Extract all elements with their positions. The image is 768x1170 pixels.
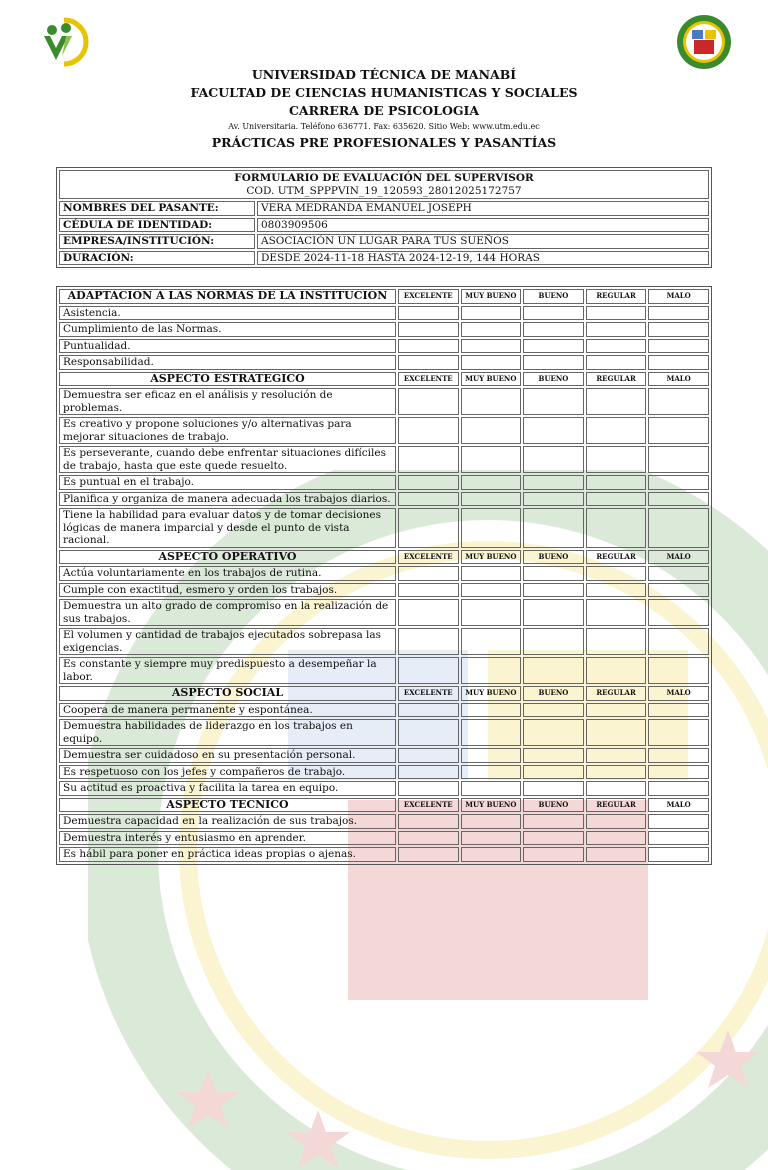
rating-cell[interactable] bbox=[461, 508, 522, 548]
rating-cell[interactable] bbox=[586, 566, 647, 581]
rating-cell[interactable] bbox=[648, 583, 709, 598]
rating-cell[interactable] bbox=[586, 306, 647, 321]
criterion-row bbox=[59, 475, 709, 490]
rating-cell[interactable] bbox=[586, 831, 647, 846]
criterion-row bbox=[59, 703, 709, 718]
rating-cell[interactable] bbox=[398, 781, 459, 796]
criterion-text: Es puntual en el trabajo. bbox=[59, 475, 396, 490]
rating-cell[interactable] bbox=[523, 583, 584, 598]
rating-cell[interactable] bbox=[523, 628, 584, 655]
section-title: ASPECTO TECNICO bbox=[59, 798, 396, 813]
rating-cell[interactable] bbox=[398, 847, 459, 862]
criterion-text: Demuestra ser eficaz en el análisis y resolución de problemas. bbox=[59, 388, 396, 415]
criterion-row bbox=[59, 814, 709, 829]
rating-cell[interactable] bbox=[461, 566, 522, 581]
criterion-row bbox=[59, 719, 709, 746]
rating-cell[interactable] bbox=[648, 719, 709, 746]
institution-label: EMPRESA/INSTITUCIÓN: bbox=[59, 234, 255, 249]
rating-column-header: MALO bbox=[648, 372, 709, 387]
program-title: PRÁCTICAS PRE PROFESIONALES Y PASANTÍAS bbox=[211, 135, 557, 150]
rating-column-header: MUY BUENO bbox=[461, 550, 522, 565]
rating-cell[interactable] bbox=[586, 748, 647, 763]
student-info-table bbox=[56, 167, 712, 268]
rating-cell[interactable] bbox=[648, 475, 709, 490]
section-title: ASPECTO OPERATIVO bbox=[59, 550, 396, 565]
rating-column-header: MALO bbox=[648, 289, 709, 304]
rating-cell[interactable] bbox=[648, 703, 709, 718]
criterion-row bbox=[59, 847, 709, 862]
criterion-row bbox=[59, 748, 709, 763]
rating-cell[interactable] bbox=[523, 508, 584, 548]
section-title: ASPECTO ESTRATEGICO bbox=[59, 372, 396, 387]
criterion-text: Coopera de manera permanente y espontánea. bbox=[59, 703, 396, 718]
rating-cell[interactable] bbox=[461, 492, 522, 507]
rating-cell[interactable] bbox=[586, 703, 647, 718]
criterion-row bbox=[59, 566, 709, 581]
rating-column-header: EXCELENTE bbox=[398, 372, 459, 387]
rating-cell[interactable] bbox=[648, 508, 709, 548]
rating-cell[interactable] bbox=[461, 355, 522, 370]
criterion-text: Cumplimiento de las Normas. bbox=[59, 322, 396, 337]
rating-column-header: BUENO bbox=[523, 686, 584, 701]
criterion-text: Demuestra interés y entusiasmo en aprender. bbox=[59, 831, 396, 846]
criterion-row bbox=[59, 831, 709, 846]
rating-cell[interactable] bbox=[461, 475, 522, 490]
student-name-label: NOMBRES DEL PASANTE: bbox=[59, 201, 255, 216]
rating-cell[interactable] bbox=[398, 765, 459, 780]
rating-cell[interactable] bbox=[523, 446, 584, 473]
rating-cell[interactable] bbox=[523, 355, 584, 370]
rating-cell[interactable] bbox=[648, 355, 709, 370]
rating-cell[interactable] bbox=[461, 322, 522, 337]
rating-cell[interactable] bbox=[648, 814, 709, 829]
criterion-row bbox=[59, 583, 709, 598]
criterion-text: Su actitud es proactiva y facilita la tarea en equipo. bbox=[59, 781, 396, 796]
rating-cell[interactable] bbox=[398, 748, 459, 763]
criterion-text: Demuestra un alto grado de compromiso en la realización de sus trabajos. bbox=[59, 599, 396, 626]
rating-cell[interactable] bbox=[523, 566, 584, 581]
rating-cell[interactable] bbox=[648, 566, 709, 581]
rating-cell[interactable] bbox=[461, 599, 522, 626]
rating-cell[interactable] bbox=[398, 339, 459, 354]
rating-cell[interactable] bbox=[398, 388, 459, 415]
rating-cell[interactable] bbox=[586, 388, 647, 415]
rating-cell[interactable] bbox=[398, 566, 459, 581]
rating-cell[interactable] bbox=[648, 339, 709, 354]
rating-cell[interactable] bbox=[586, 781, 647, 796]
rating-cell[interactable] bbox=[648, 765, 709, 780]
criterion-text: Planifica y organiza de manera adecuada los trabajos diarios. bbox=[59, 492, 396, 507]
rating-cell[interactable] bbox=[523, 748, 584, 763]
rating-cell[interactable] bbox=[523, 814, 584, 829]
rating-cell[interactable] bbox=[461, 814, 522, 829]
rating-cell[interactable] bbox=[586, 583, 647, 598]
criterion-row bbox=[59, 781, 709, 796]
criterion-row bbox=[59, 765, 709, 780]
student-name-value: VERA MEDRANDA EMANUEL JOSEPH bbox=[257, 201, 709, 216]
rating-cell[interactable] bbox=[398, 814, 459, 829]
rating-column-header: REGULAR bbox=[586, 372, 647, 387]
rating-cell[interactable] bbox=[461, 339, 522, 354]
rating-column-header: MUY BUENO bbox=[461, 798, 522, 813]
criterion-row bbox=[59, 355, 709, 370]
rating-cell[interactable] bbox=[586, 322, 647, 337]
rating-column-header: MUY BUENO bbox=[461, 686, 522, 701]
rating-cell[interactable] bbox=[523, 847, 584, 862]
rating-cell[interactable] bbox=[461, 748, 522, 763]
criterion-text: Cumple con exactitud, esmero y orden los trabajos. bbox=[59, 583, 396, 598]
rating-cell[interactable] bbox=[398, 508, 459, 548]
id-number-label: CÉDULA DE IDENTIDAD: bbox=[59, 218, 255, 233]
criterion-text: El volumen y cantidad de trabajos ejecutados sobrepasa las exigencias. bbox=[59, 628, 396, 655]
utm-seal-logo bbox=[676, 14, 732, 70]
section-header-row bbox=[59, 686, 709, 701]
criterion-row bbox=[59, 322, 709, 337]
criterion-text: Demuestra ser cuidadoso en su presentación personal. bbox=[59, 748, 396, 763]
rating-cell[interactable] bbox=[586, 814, 647, 829]
rating-cell[interactable] bbox=[461, 657, 522, 684]
criterion-row bbox=[59, 446, 709, 473]
rating-cell[interactable] bbox=[398, 492, 459, 507]
rating-cell[interactable] bbox=[461, 417, 522, 444]
rating-cell[interactable] bbox=[523, 388, 584, 415]
rating-cell[interactable] bbox=[648, 831, 709, 846]
faculty-name: FACULTAD DE CIENCIAS HUMANISTICAS Y SOCIALES bbox=[190, 85, 578, 100]
rating-cell[interactable] bbox=[523, 831, 584, 846]
rating-cell[interactable] bbox=[398, 446, 459, 473]
rating-cell[interactable] bbox=[586, 508, 647, 548]
rating-column-header: BUENO bbox=[523, 372, 584, 387]
rating-column-header: REGULAR bbox=[586, 289, 647, 304]
rating-cell[interactable] bbox=[398, 657, 459, 684]
rating-cell[interactable] bbox=[586, 657, 647, 684]
criterion-row bbox=[59, 492, 709, 507]
rating-cell[interactable] bbox=[648, 388, 709, 415]
criterion-row bbox=[59, 628, 709, 655]
rating-cell[interactable] bbox=[523, 781, 584, 796]
criterion-text: Es perseverante, cuando debe enfrentar situaciones difíciles de trabajo, hasta que este quede resuelto. bbox=[59, 446, 396, 473]
rating-cell[interactable] bbox=[523, 417, 584, 444]
rating-cell[interactable] bbox=[398, 322, 459, 337]
rating-column-header: REGULAR bbox=[586, 550, 647, 565]
rating-cell[interactable] bbox=[586, 847, 647, 862]
rating-cell[interactable] bbox=[523, 599, 584, 626]
criterion-text: Actúa voluntariamente en los trabajos de rutina. bbox=[59, 566, 396, 581]
rating-column-header: EXCELENTE bbox=[398, 550, 459, 565]
rating-cell[interactable] bbox=[648, 306, 709, 321]
form-code: COD. UTM_SPPPVIN_19_120593_28012025172757 bbox=[246, 184, 522, 197]
career-name: CARRERA DE PSICOLOGIA bbox=[288, 103, 480, 118]
rating-cell[interactable] bbox=[523, 339, 584, 354]
rating-column-header: EXCELENTE bbox=[398, 289, 459, 304]
duration-value: DESDE 2024-11-18 HASTA 2024-12-19, 144 HORAS bbox=[257, 251, 709, 266]
criterion-row bbox=[59, 417, 709, 444]
criterion-text: Es constante y siempre muy predispuesto a desempeñar la labor. bbox=[59, 657, 396, 684]
rating-cell[interactable] bbox=[523, 475, 584, 490]
rating-cell[interactable] bbox=[523, 719, 584, 746]
rating-column-header: EXCELENTE bbox=[398, 686, 459, 701]
rating-cell[interactable] bbox=[398, 719, 459, 746]
rating-cell[interactable] bbox=[461, 719, 522, 746]
rating-cell[interactable] bbox=[398, 475, 459, 490]
rating-cell[interactable] bbox=[398, 831, 459, 846]
rating-cell[interactable] bbox=[648, 492, 709, 507]
rating-cell[interactable] bbox=[523, 492, 584, 507]
rating-cell[interactable] bbox=[586, 628, 647, 655]
criterion-row bbox=[59, 306, 709, 321]
rating-cell[interactable] bbox=[461, 446, 522, 473]
criterion-text: Asistencia. bbox=[59, 306, 396, 321]
rating-cell[interactable] bbox=[398, 355, 459, 370]
rating-cell[interactable] bbox=[648, 847, 709, 862]
section-header-row bbox=[59, 798, 709, 813]
rating-cell[interactable] bbox=[648, 322, 709, 337]
rating-column-header: MALO bbox=[648, 686, 709, 701]
rating-cell[interactable] bbox=[461, 306, 522, 321]
rating-cell[interactable] bbox=[648, 417, 709, 444]
rating-cell[interactable] bbox=[586, 339, 647, 354]
criterion-row bbox=[59, 508, 709, 548]
rating-column-header: EXCELENTE bbox=[398, 798, 459, 813]
criterion-text: Es hábil para poner en práctica ideas propias o ajenas. bbox=[59, 847, 396, 862]
criterion-text: Responsabilidad. bbox=[59, 355, 396, 370]
rating-cell[interactable] bbox=[648, 748, 709, 763]
rating-column-header: MALO bbox=[648, 550, 709, 565]
rating-cell[interactable] bbox=[523, 703, 584, 718]
rating-cell[interactable] bbox=[461, 388, 522, 415]
rating-column-header: BUENO bbox=[523, 798, 584, 813]
university-name: UNIVERSIDAD TÉCNICA DE MANABÍ bbox=[251, 67, 517, 82]
rating-column-header: REGULAR bbox=[586, 686, 647, 701]
rating-cell[interactable] bbox=[461, 628, 522, 655]
section-title: ASPECTO SOCIAL bbox=[59, 686, 396, 701]
section-header-row bbox=[59, 550, 709, 565]
rating-cell[interactable] bbox=[398, 703, 459, 718]
duration-label: DURACIÓN: bbox=[59, 251, 255, 266]
rating-cell[interactable] bbox=[648, 657, 709, 684]
rating-cell[interactable] bbox=[586, 355, 647, 370]
criterion-text: Es respetuoso con los jefes y compañeros de trabajo. bbox=[59, 765, 396, 780]
rating-cell[interactable] bbox=[586, 446, 647, 473]
criterion-row bbox=[59, 657, 709, 684]
rating-cell[interactable] bbox=[398, 628, 459, 655]
section-header-row bbox=[59, 372, 709, 387]
rating-cell[interactable] bbox=[586, 475, 647, 490]
form-title: FORMULARIO DE EVALUACIÓN DEL SUPERVISOR bbox=[234, 172, 534, 184]
section-header-row bbox=[59, 289, 709, 304]
criterion-text: Tiene la habilidad para evaluar datos y de tomar decisiones lógicas de manera imparcial y desde el punto de vista racional. bbox=[59, 508, 396, 548]
criterion-row bbox=[59, 339, 709, 354]
document-header bbox=[0, 66, 768, 151]
rating-column-header: MUY BUENO bbox=[461, 372, 522, 387]
rating-column-header: BUENO bbox=[523, 289, 584, 304]
rating-cell[interactable] bbox=[461, 703, 522, 718]
criterion-text: Demuestra capacidad en la realización de sus trabajos. bbox=[59, 814, 396, 829]
rating-cell[interactable] bbox=[398, 599, 459, 626]
criterion-row bbox=[59, 388, 709, 415]
rating-cell[interactable] bbox=[648, 599, 709, 626]
rating-cell[interactable] bbox=[461, 781, 522, 796]
id-number-value: 0803909506 bbox=[257, 218, 709, 233]
rating-cell[interactable] bbox=[586, 719, 647, 746]
institution-value: ASOCIACIÓN UN LUGAR PARA TUS SUEÑOS bbox=[257, 234, 709, 249]
criterion-text: Es creativo y propone soluciones y/o alternativas para mejorar situaciones de trabajo. bbox=[59, 417, 396, 444]
evaluation-table bbox=[56, 286, 712, 865]
criterion-text: Puntualidad. bbox=[59, 339, 396, 354]
rating-column-header: MUY BUENO bbox=[461, 289, 522, 304]
criterion-row bbox=[59, 599, 709, 626]
university-address: Av. Universitaria. Teléfono 636771. Fax: 635620. Sitio Web: www.utm.edu.ec bbox=[228, 122, 540, 131]
section-title: ADAPTACION A LAS NORMAS DE LA INSTITUCION bbox=[59, 289, 396, 304]
rating-cell[interactable] bbox=[648, 781, 709, 796]
rating-column-header: MALO bbox=[648, 798, 709, 813]
rating-cell[interactable] bbox=[523, 765, 584, 780]
rating-cell[interactable] bbox=[523, 657, 584, 684]
rating-cell[interactable] bbox=[586, 765, 647, 780]
rating-cell[interactable] bbox=[461, 583, 522, 598]
form-title-cell bbox=[59, 170, 709, 199]
rating-cell[interactable] bbox=[523, 322, 584, 337]
rating-cell[interactable] bbox=[461, 765, 522, 780]
rating-cell[interactable] bbox=[398, 583, 459, 598]
rating-cell[interactable] bbox=[398, 306, 459, 321]
rating-cell[interactable] bbox=[648, 446, 709, 473]
rating-cell[interactable] bbox=[586, 417, 647, 444]
rating-column-header: REGULAR bbox=[586, 798, 647, 813]
criterion-text: Demuestra habilidades de liderazgo en los trabajos en equipo. bbox=[59, 719, 396, 746]
rating-cell[interactable] bbox=[398, 417, 459, 444]
rating-cell[interactable] bbox=[586, 599, 647, 626]
rating-cell[interactable] bbox=[461, 831, 522, 846]
rating-cell[interactable] bbox=[461, 847, 522, 862]
rating-cell[interactable] bbox=[648, 628, 709, 655]
rating-cell[interactable] bbox=[586, 492, 647, 507]
rating-cell[interactable] bbox=[523, 306, 584, 321]
vinculacion-logo bbox=[38, 16, 92, 68]
rating-column-header: BUENO bbox=[523, 550, 584, 565]
